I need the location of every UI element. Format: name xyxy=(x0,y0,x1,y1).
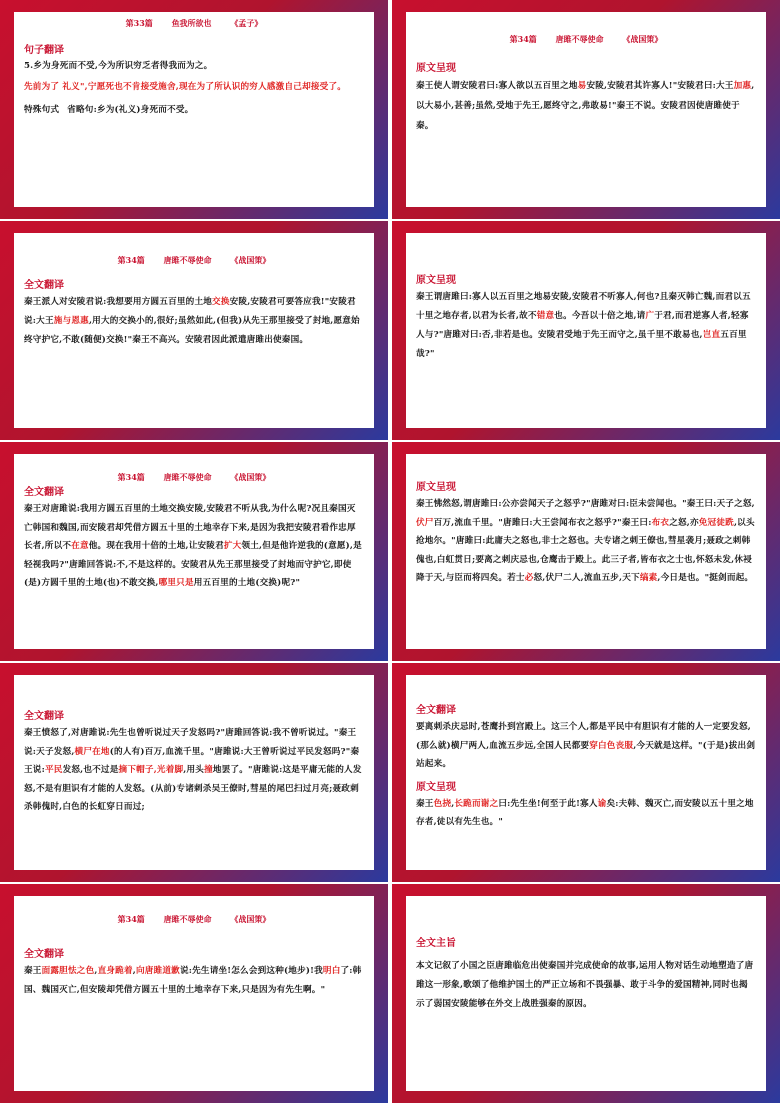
slide-card xyxy=(406,454,766,649)
body-text xyxy=(24,293,364,350)
article-title: 鱼我所欲也 xyxy=(171,18,212,28)
text-run: 矣:夫韩、魏灭亡,而安陵以五十里之地存者,徒以有先生也。" xyxy=(416,798,754,827)
slide-7[interactable] xyxy=(0,663,388,882)
text-run: 秦王怫然怒,谓唐雎曰:公亦尝闻天子之怒乎?"唐雎对曰:臣未尝闻也。"秦王曰:天子之怒, xyxy=(416,499,755,509)
text-run: ,以头抢地尔。"唐雎曰:此庸夫之怒也,非士之怒也。夫专诸之刺王僚也,彗星袭月;聂政之刺韩傀也,白虹贯日;要离之刺庆忌也,仓鹰击于殿上。此三子者,皆布衣之士也,怀怒未发,休祲降于天,与臣而将四矣。若士 xyxy=(416,517,755,583)
slide-1[interactable] xyxy=(0,0,388,219)
slide-9[interactable] xyxy=(0,884,388,1103)
section-heading: 全文翻译 xyxy=(24,280,64,291)
body-text: 本文记叙了小国之臣唐雎临危出使秦国并完成使命的故事,运用人物对话生动地塑造了唐雎这一形象,歌颂了他维护国土的严正立场和不畏强暴、敢于斗争的爱国精神,同时也揭示了弱国安陵能够在外交上战胜强秦的原因。 xyxy=(416,961,754,1009)
special-text: 省略句:乡为(礼义)身死而不受。 xyxy=(67,105,194,115)
section-heading: 原文呈现 xyxy=(416,63,456,74)
section-heading: 全文翻译 xyxy=(416,705,456,716)
text-run: 秦王愤怒了,对唐雎说:先生也曾听说过天子发怒吗?"唐雎回答说:我不曾听说过。"秦王说:天子发怒, xyxy=(24,728,357,757)
text-run: 说:先生请坐!怎么会到这种(地步)!我 xyxy=(179,966,323,976)
body-text xyxy=(416,76,756,136)
highlight: 长跪而谢之 xyxy=(454,798,499,809)
article-number: 第34篇 xyxy=(117,914,145,924)
text-run: 安陵,安陵君其许寡人!"安陵君曰:大王 xyxy=(586,81,734,91)
text-run: ,用大的交换小的,很好;虽然如此,(但我)从先王那里接受了封地,愿意始终守护它,不敢(随便)交换!"秦王不高兴。安陵君因此派遣唐雎出使秦国。 xyxy=(24,316,360,345)
section-heading: 原文呈现 xyxy=(416,482,456,493)
text-run: 他。现在我用十倍的土地,让安陵君 xyxy=(88,541,224,551)
article-number: 第34篇 xyxy=(117,472,145,482)
slide-header xyxy=(14,255,374,266)
highlight: 易 xyxy=(577,81,587,91)
text-run: 之怒,亦 xyxy=(669,517,699,528)
highlight: 面露胆怯之色 xyxy=(41,966,95,976)
section-heading: 句子翻译 xyxy=(24,45,64,56)
highlight: 穿白色丧服 xyxy=(589,740,634,751)
slide-card xyxy=(406,233,766,428)
highlight: 布衣 xyxy=(651,517,670,528)
slide-card xyxy=(14,12,374,207)
slide-card xyxy=(14,233,374,428)
highlight: 摘下帽子,光着脚 xyxy=(118,765,184,775)
slide-header xyxy=(14,914,374,925)
highlight: 扩大 xyxy=(223,541,242,551)
sentence: 5.乡为身死而不受,今为所识穷乏者得我而为之。 xyxy=(24,61,213,71)
article-title: 唐雎不辱使命 xyxy=(163,472,212,482)
article-source: 《战国策》 xyxy=(622,34,663,44)
highlight: 撞 xyxy=(204,765,213,775)
text-run: ,用头 xyxy=(183,765,205,775)
slide-card xyxy=(14,896,374,1091)
slide-5[interactable] xyxy=(0,442,388,661)
article-source: 《战国策》 xyxy=(230,914,271,924)
highlight: 错意 xyxy=(536,311,555,321)
text-run: 要离刺杀庆忌时,苍鹰扑到宫殿上。这三个人,都是平民中有胆识有才能的人一定要发怒,(那么就)横尸两人,血流五步远,全国人民都要 xyxy=(416,722,751,751)
slide-6[interactable] xyxy=(392,442,780,661)
text-run: 发怒,也不过是 xyxy=(62,765,119,775)
slide-3[interactable] xyxy=(0,221,388,440)
highlight: 向唐雎道歉 xyxy=(135,966,180,976)
body-text xyxy=(24,962,364,1000)
highlight: 在意 xyxy=(71,541,89,551)
article-title: 唐雎不辱使命 xyxy=(163,914,212,924)
text-run: 用五百里的土地(交换)呢?" xyxy=(193,578,301,588)
text-run: ,今天就是这样。"(于是)拔出剑站起来。 xyxy=(416,740,756,769)
text-run: 安陵,安陵君可要答应我!"安陵君说:大王 xyxy=(24,297,356,326)
text-run: ,以大易小,甚善;虽然,受地于先王,愿终守之,弗敢易!"秦王不说。安陵君因使唐雎使于秦。 xyxy=(416,81,755,131)
text-run: 秦王派人对安陵君说:我想要用方圆五百里的土地 xyxy=(24,297,213,307)
body-text xyxy=(416,718,756,774)
highlight: 直身跪着 xyxy=(97,966,133,976)
highlight: 缟素 xyxy=(639,573,658,583)
body-text xyxy=(24,724,364,817)
article-title: 唐雎不辱使命 xyxy=(163,255,212,265)
slide-header xyxy=(14,18,374,29)
highlight: 谕 xyxy=(597,798,607,809)
slide-card xyxy=(406,675,766,870)
slide-card xyxy=(14,675,374,870)
section-heading: 全文翻译 xyxy=(24,711,64,722)
text-run: 秦王 xyxy=(24,966,42,976)
highlight: 横尸在地 xyxy=(74,746,110,757)
highlight: 广 xyxy=(645,311,655,321)
slide-10[interactable] xyxy=(392,884,780,1103)
text-run: , xyxy=(451,798,455,809)
section-heading: 全文主旨 xyxy=(416,938,456,949)
text-run: 地罢了。"唐雎说:这是平庸无能的人发怒,不是有胆识有才能的人发怒。(从前)专诸刺杀吴王僚时,彗星的尾巴扫过月亮;聂政刺杀韩傀时,白色的长虹穿日而过; xyxy=(24,765,362,812)
highlight: 交换 xyxy=(212,297,230,307)
slide-card xyxy=(14,454,374,649)
text-run: 百万,流血千里。"唐雎曰:大王尝闻布衣之怒乎?"秦王曰: xyxy=(433,517,652,528)
text-run: 五百里哉?" xyxy=(416,330,747,359)
section-heading: 全文翻译 xyxy=(24,487,64,498)
body-text xyxy=(416,795,756,832)
section-heading: 原文呈现 xyxy=(416,275,456,286)
text-run: (的人有)百万,血流千里。"唐雎说:大王曾听说过平民发怒吗?"秦王说: xyxy=(24,746,360,775)
text-run: 怒,伏尸二人,流血五步,天下 xyxy=(533,573,640,583)
text-run: 秦王使人谓安陵君曰:寡人欲以五百里之地 xyxy=(416,81,578,91)
body-text xyxy=(24,500,364,593)
slide-header xyxy=(14,472,374,483)
highlight: 平民 xyxy=(44,765,63,775)
section-heading: 全文翻译 xyxy=(24,949,64,960)
text-run: ,今日是也。"挺剑而起。 xyxy=(657,573,754,583)
text-run: 也。今吾以十倍之地,请 xyxy=(554,311,646,321)
highlight: 免冠徒跣 xyxy=(698,517,734,528)
text-run: 了:韩国、魏国灭亡,但安陵却凭借方圆五十里的土地幸存下来,只是因为有先生啊。" xyxy=(24,966,362,995)
text-run: 秦王对唐雎说:我用方圆五百里的土地交换安陵,安陵君不听从我,为什么呢?况且秦国灭亡韩国和魏国,而安陵君却凭借方圆五十里的土地幸存下来,是因为我把安陵君看作忠厚长者,所以不 xyxy=(24,504,356,551)
highlight: 明白 xyxy=(322,966,341,976)
highlight: 施与恩惠 xyxy=(53,316,89,326)
highlight: 必 xyxy=(524,573,534,583)
highlight: 色挠 xyxy=(433,798,452,809)
text-run: 秦王 xyxy=(416,798,434,809)
article-source: 《孟子》 xyxy=(230,18,263,28)
article-number: 第34篇 xyxy=(117,255,145,265)
text-run: , xyxy=(132,966,136,976)
slide-8[interactable] xyxy=(392,663,780,882)
body-text xyxy=(416,288,756,364)
text-run: 曰:先生坐!何至于此!寡人 xyxy=(498,798,598,809)
slide-2[interactable] xyxy=(392,0,780,219)
special-label: 特殊句式 xyxy=(24,105,60,115)
text-run: 领土,但是他许逆我的(意愿),是轻视我吗?"唐雎回答说:不,不是这样的。安陵君从先王那里接受了封地而守护它,即使(是)方圆千里的土地(也)不敢交换, xyxy=(24,541,362,588)
special-sentence xyxy=(24,102,364,119)
slide-card xyxy=(406,12,766,207)
text-run: 于君,而君逆寡人者,轻寡人与?"唐雎对曰:否,非若是也。安陵君受地于先王而守之,虽千里不敢易也, xyxy=(416,311,749,340)
slide-4[interactable] xyxy=(392,221,780,440)
body-text xyxy=(416,495,756,588)
article-title: 唐雎不辱使命 xyxy=(555,34,604,44)
highlight: 哪里只是 xyxy=(158,578,194,588)
highlight: 加惠 xyxy=(733,81,752,91)
article-number: 第34篇 xyxy=(509,34,537,44)
article-source: 《战国策》 xyxy=(230,472,271,482)
article-number: 第33篇 xyxy=(125,18,153,28)
highlight: 岂直 xyxy=(702,330,721,340)
text-run: , xyxy=(94,966,98,976)
highlight: 伏尸 xyxy=(416,517,434,528)
text-run: 秦王谓唐雎曰:寡人以五百里之地易安陵,安陵君不听寡人,何也?且秦灭韩亡魏,而君以五十里之地存者,以君为长者,故不 xyxy=(416,292,751,321)
article-source: 《战国策》 xyxy=(230,255,271,265)
slide-header xyxy=(406,34,766,45)
slide-card xyxy=(406,896,766,1091)
section-heading: 原文呈现 xyxy=(416,781,456,793)
translation: 先前为了 礼义",宁愿死也不肯接受施舍,现在为了所认识的穷人感激自己却接受了。 xyxy=(24,82,347,92)
